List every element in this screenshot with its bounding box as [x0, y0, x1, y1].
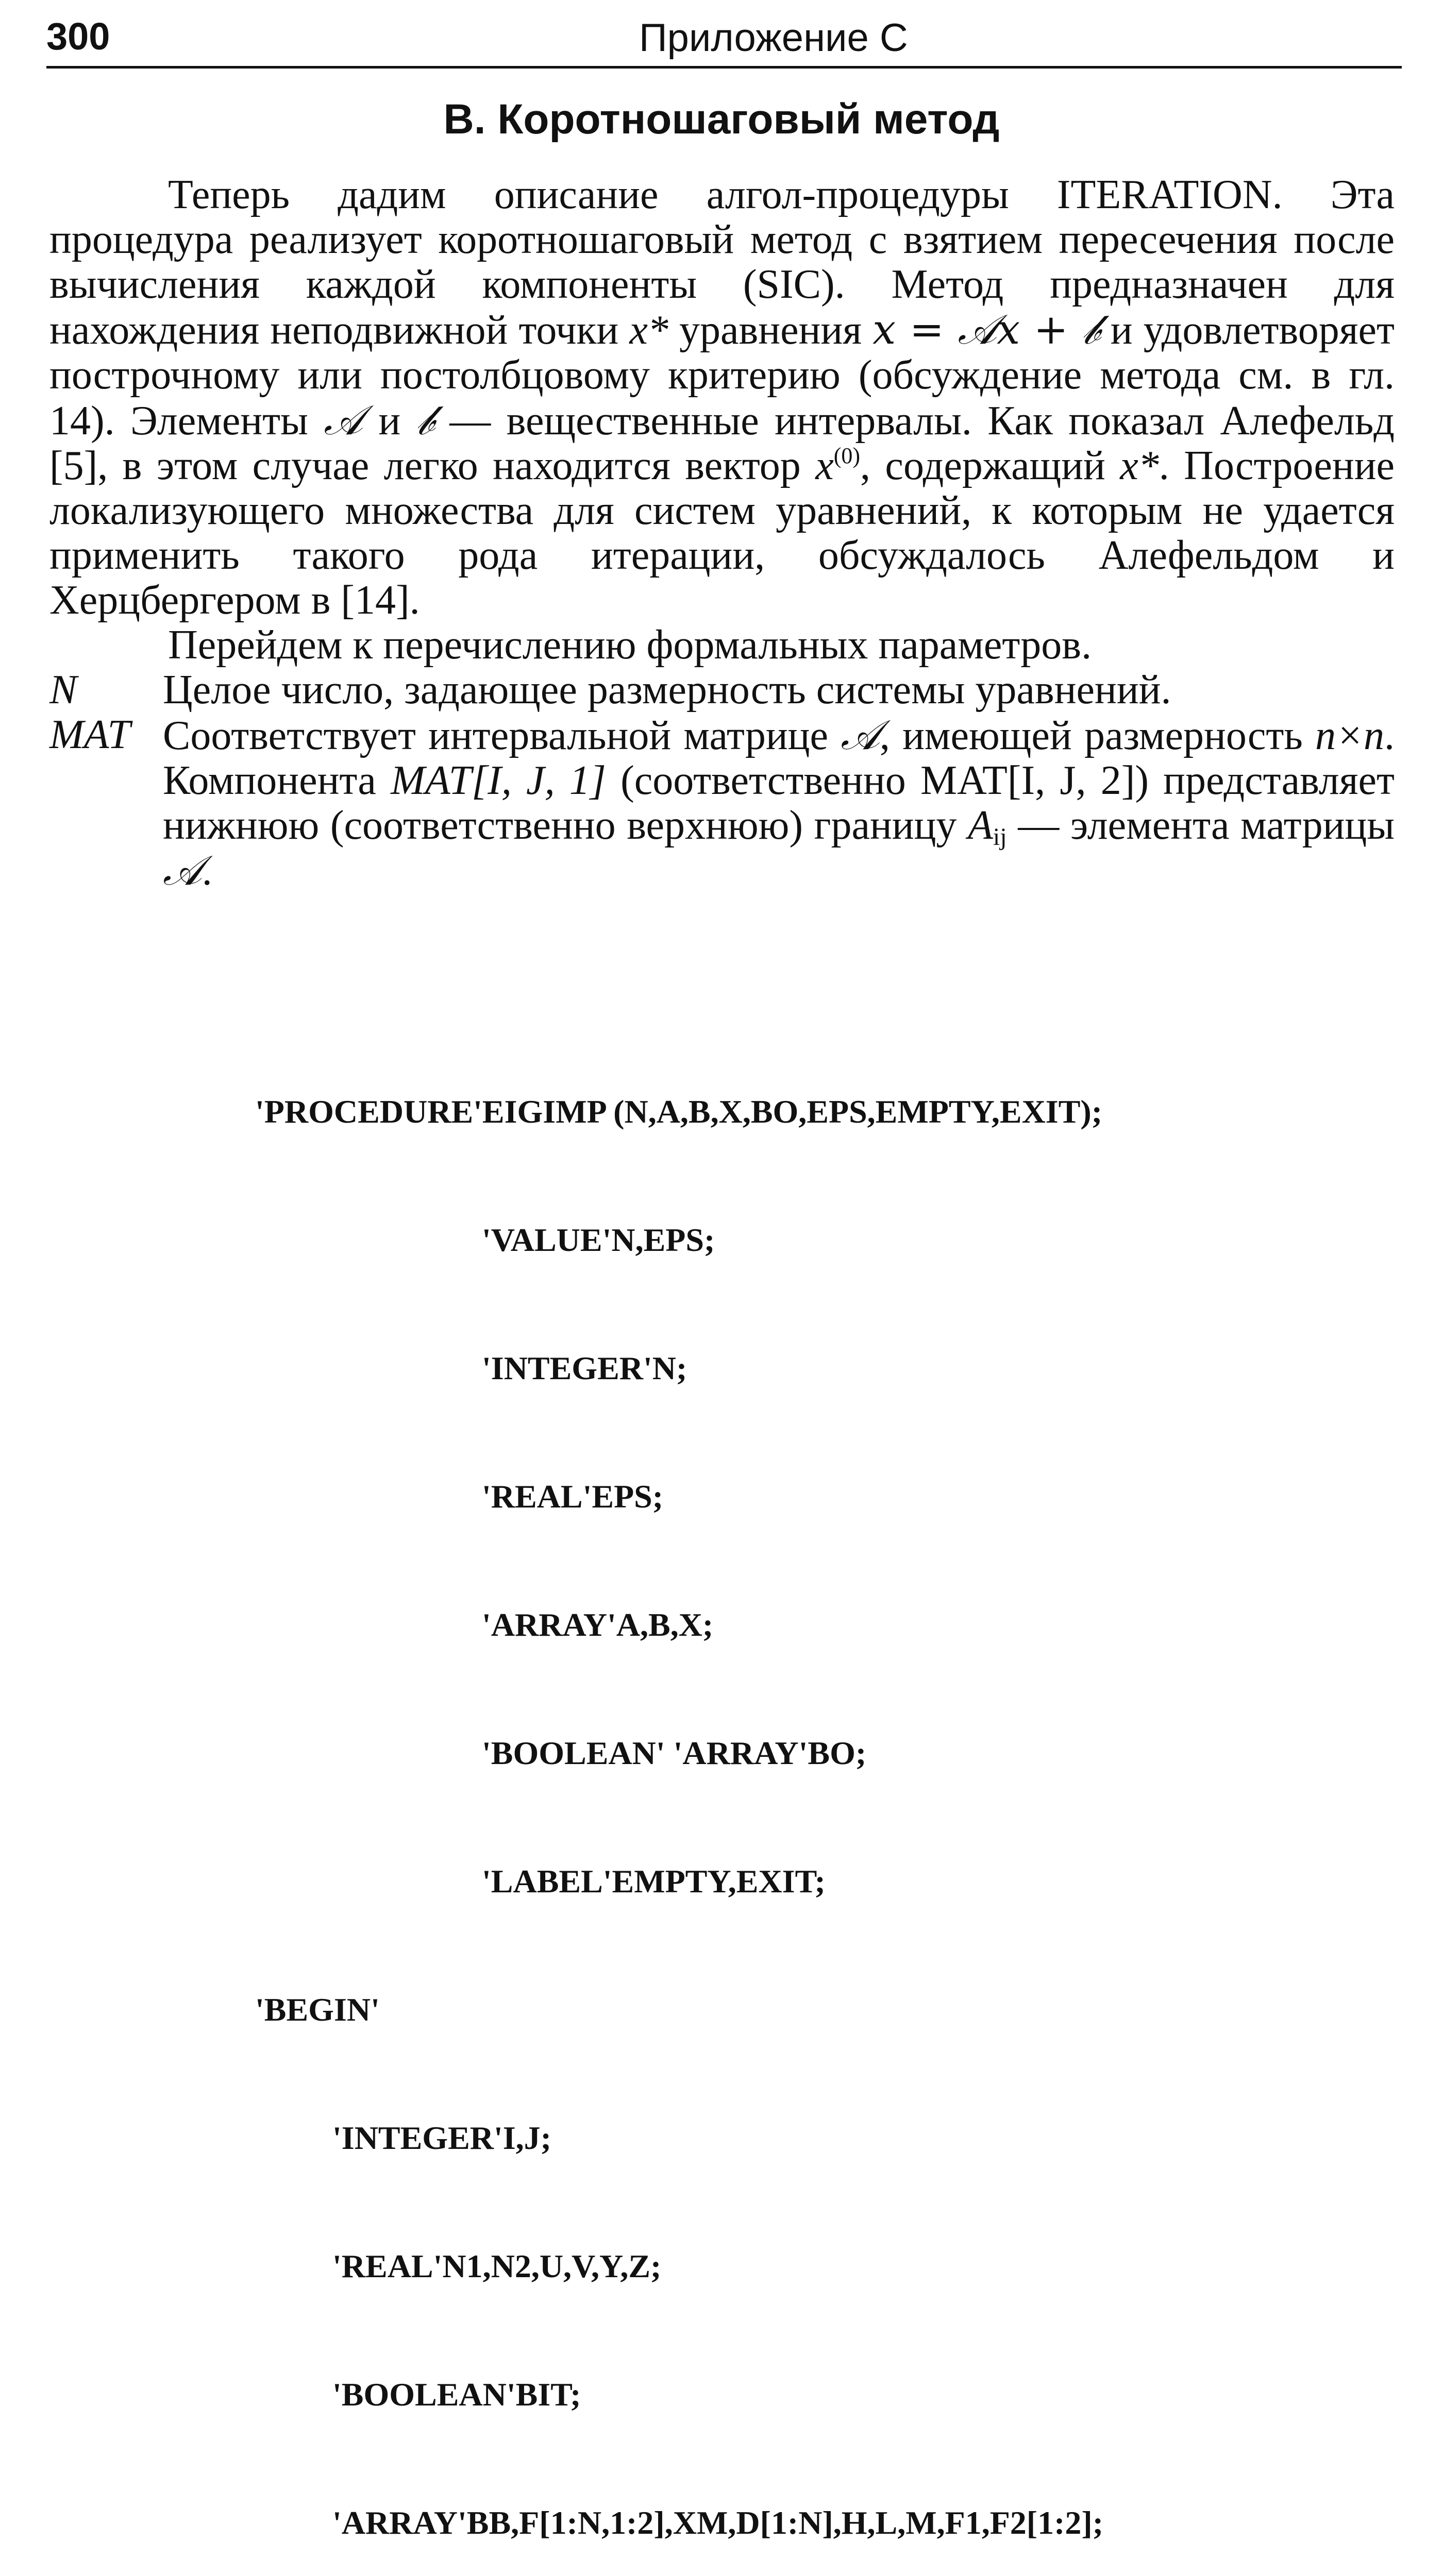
code-line: 'INTEGER'N; — [482, 1350, 687, 1386]
code-line: 'INTEGER'I,J; — [332, 2120, 551, 2156]
math-x: x — [815, 443, 834, 488]
code-line: 'REAL'N1,N2,U,V,Y,Z; — [332, 2248, 662, 2284]
text-run: , содержащий — [860, 443, 1120, 488]
paragraph-params-intro: Перейдем к перечислению формальных параметров. — [168, 622, 1092, 668]
paragraph-intro — [49, 173, 1395, 623]
math-dimension: n×n — [1315, 713, 1384, 758]
body-text — [49, 173, 1395, 894]
math-xstar: x* — [629, 308, 668, 353]
math-xstar: x* — [1120, 443, 1159, 488]
text-run: и удовлетворяет построчному или постолбцовому критерию (обсуждение метода см. в гл. 14). Элементы — [49, 308, 1395, 444]
text-run: уравнения — [668, 308, 873, 353]
section-title: B. Коротношаговый метод — [443, 96, 1000, 143]
code-line: 'BEGIN' — [255, 1991, 380, 2028]
parameter-mat — [49, 713, 1395, 894]
page-number: 300 — [46, 15, 110, 58]
text-run: — элемента матрицы — [1006, 803, 1395, 848]
code-line: 'PROCEDURE'EIGIMP (N,A,B,X,BO,EPS,EMPTY,EXIT); — [255, 1093, 1102, 1130]
math-subscript: ij — [993, 823, 1007, 851]
code-line: 'BOOLEAN' 'ARRAY'BO; — [482, 1735, 867, 1771]
parameter-description: Целое число, задающее размерность системы уравнений. — [163, 667, 1171, 713]
parameter-term: MAT — [49, 712, 131, 757]
math-script-a: 𝒜 — [163, 846, 202, 894]
text-run: , имеющей размерность — [879, 713, 1316, 758]
text-run: . Построение локализующего множества для систем уравнений, к которым не удается применить такого рода итерации, обсуждалось Алефельдом и Херцбергером в [14]. — [49, 443, 1395, 623]
math-equation: x = 𝒜x + 𝒷 — [872, 306, 1100, 353]
text-run: . Компонента — [163, 713, 1395, 803]
code-line: 'LABEL'EMPTY,EXIT; — [482, 1863, 826, 1900]
text-run: Соответствует интервальной матрице — [163, 713, 841, 758]
math-superscript: (0) — [833, 443, 861, 469]
code-line: 'BOOLEAN'BIT; — [332, 2376, 581, 2413]
parameter-n — [49, 668, 1395, 713]
parameter-term: N — [49, 667, 77, 713]
math-mat-ref: MAT[I, J, 1] — [391, 758, 606, 803]
text-run: — вещественные интервалы. Как показал Алефельд [5], в этом случае легко находится вектор — [49, 398, 1395, 488]
parameter-list — [49, 668, 1395, 894]
code-line: 'REAL'EPS; — [482, 1478, 664, 1515]
code-line: 'ARRAY'A,B,X; — [482, 1606, 714, 1643]
algol-code-listing — [255, 1005, 1337, 2576]
math-aij: A — [968, 803, 993, 848]
text-run: . — [202, 849, 212, 894]
running-head: Приложение C — [639, 16, 908, 60]
math-script-a: 𝒜 — [841, 711, 880, 759]
math-script-a: 𝒜 — [324, 396, 363, 444]
header-rule — [46, 66, 1402, 69]
page-header — [46, 11, 1397, 63]
math-script-b: 𝒷 — [416, 396, 434, 444]
code-line: 'VALUE'N,EPS; — [482, 1222, 715, 1258]
code-line: 'ARRAY'BB,F[1:N,1:2],XM,D[1:N],H,L,M,F1,F2[1:2]; — [332, 2504, 1104, 2541]
text-run: (соответственно MAT[I, J, 2]) представляет нижнюю (соответственно верхнюю) границу — [163, 758, 1395, 848]
text-run: и — [362, 398, 416, 444]
text-run: Теперь дадим описание алгол-процедуры ITERATION. Эта процедура реализует коротношаговый метод с взятием пересечения после вычисления каждой компоненты (SIC). Метод предназначен для нахождения неподвижной точки — [49, 172, 1395, 353]
